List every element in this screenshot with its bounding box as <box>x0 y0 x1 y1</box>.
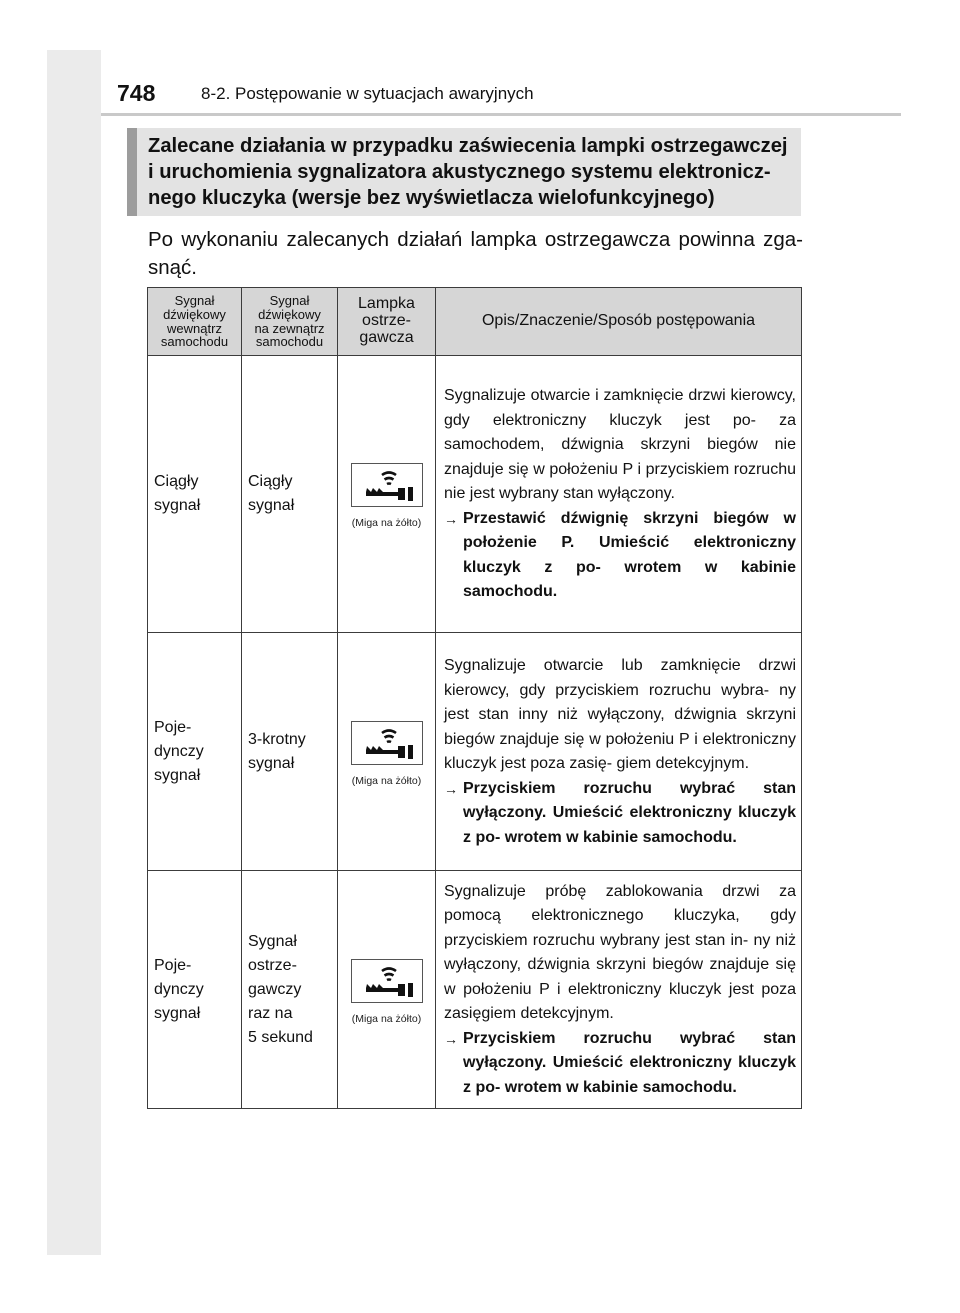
arrow-right-icon: → <box>444 780 458 797</box>
inside-signal-cell: Poje- dynczy sygnał <box>148 633 242 871</box>
description-cell <box>436 871 802 1109</box>
page-header <box>101 78 901 118</box>
action-text: Przyciskiem rozruchu wybrać stan wyłączony. Umieścić elektroniczny kluczyk z po- wrotem w kabinie samochodu. <box>463 1029 796 1096</box>
header-inside-signal: Sygnał dźwiękowy wewnątrz samochodu <box>148 288 242 356</box>
outside-signal-cell: Ciągły sygnał <box>242 356 338 633</box>
intro-line: Po wykonaniu zalecanych działań lampka ostrzegawcza powinna zga- <box>148 228 803 251</box>
section-title-box <box>127 128 801 216</box>
section-title-line: Zalecane działania w przypadku zaświecenia lampki ostrzegawczej <box>148 135 788 157</box>
table-header-row <box>148 288 802 356</box>
header-description: Opis/Znaczenie/Sposób postępowania <box>436 288 802 356</box>
page-number: 748 <box>117 80 156 106</box>
lamp-caption: (Miga na żółto) <box>351 774 422 787</box>
inside-signal-cell: Ciągły sygnał <box>148 356 242 633</box>
action-text: Przestawić dźwignię skrzyni biegów w położenie P. Umieścić elektroniczny kluczyk z po- wrotem w kabinie samochodu. <box>463 509 797 601</box>
table-row <box>148 633 802 871</box>
description-text: Sygnalizuje otwarcie i zamknięcie drzwi kierowcy, gdy elektroniczny kluczyk jest po- za samochodem, dźwignia skrzyni biegów nie znajduje się w położeniu P i przyciskiem rozruchu nie jest wybrany stan wyłączony. <box>444 387 796 503</box>
inside-signal-cell: Poje- dynczy sygnał <box>148 871 242 1109</box>
outside-signal-cell: Sygnał ostrze- gawczy raz na 5 sekund <box>242 871 338 1109</box>
arrow-right-icon: → <box>444 1030 458 1047</box>
intro-line: snąć. <box>148 256 197 279</box>
description-text: Sygnalizuje otwarcie lub zamknięcie drzwi kierowcy, gdy przyciskiem rozruchu wybra- ny jest stan inny niż wyłączony, dźwignia skrzyni biegów znajduje się w położeniu P i elektroniczny kluczyk jest poza zasię- giem detekcyjnym. <box>444 657 797 772</box>
action-block <box>444 777 796 851</box>
header-outside-signal: Sygnał dźwiękowy na zewnątrz samochodu <box>242 288 338 356</box>
section-title-line: i uruchomienia sygnalizatora akustycznego systemu elektronicz- <box>148 161 771 183</box>
warning-lamp-cell <box>338 633 436 871</box>
signals-table <box>147 287 802 1109</box>
description-cell <box>436 633 802 871</box>
electronic-key-warning-icon <box>351 463 423 507</box>
electronic-key-warning-icon <box>351 959 423 1003</box>
section-title-line: nego kluczyka (wersje bez wyświetlacza wielofunkcyjnego) <box>148 187 715 209</box>
header-rule <box>101 113 901 116</box>
intro-paragraph <box>148 226 803 282</box>
warning-lamp-cell <box>338 356 436 633</box>
table-row <box>148 356 802 633</box>
table-row <box>148 871 802 1109</box>
action-block <box>444 507 796 605</box>
description-text: Sygnalizuje próbę zablokowania drzwi za pomocą elektronicznego kluczyka, gdy przyciskiem rozruchu wybrany jest stan in- ny niż wyłączony, dźwignia skrzyni biegów znajduje się w położeniu P i elektroniczny kluczyk jest poza zasięgiem detekcyjnym. <box>444 882 797 1023</box>
lamp-caption: (Miga na żółto) <box>351 517 422 529</box>
header-warning-lamp: Lampka ostrze- gawcza <box>338 288 436 356</box>
electronic-key-warning-icon <box>351 721 423 765</box>
side-tab-band <box>47 50 101 1255</box>
action-text: Przyciskiem rozruchu wybrać stan wyłączony. Umieścić elektroniczny kluczyk z po- wrotem w kabinie samochodu. <box>463 779 796 846</box>
warning-lamp-cell <box>338 871 436 1109</box>
outside-signal-cell: 3-krotny sygnał <box>242 633 338 871</box>
arrow-right-icon: → <box>444 510 458 527</box>
description-cell <box>436 356 802 633</box>
chapter-title: 8-2. Postępowanie w sytuacjach awaryjnych <box>201 84 534 103</box>
lamp-caption: (Miga na żółto) <box>351 1012 422 1025</box>
action-block <box>444 1027 796 1101</box>
